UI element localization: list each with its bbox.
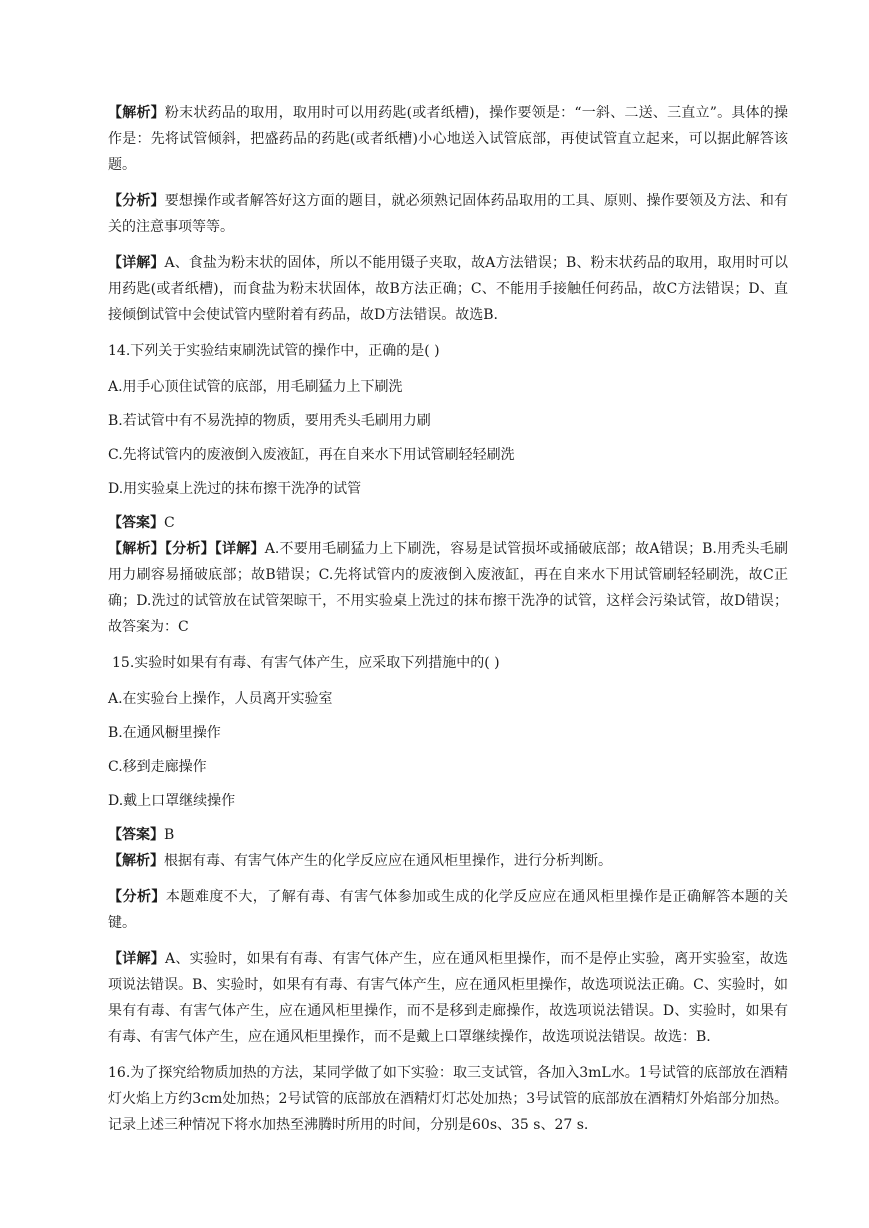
q14-answer [108, 510, 788, 536]
q14-analysis [108, 536, 788, 640]
section-tag: 【解析】 [108, 105, 165, 121]
paragraph-text: 粉末状药品的取用，取用时可以用药匙(或者纸槽)，操作要领是：“一斜、二送、三直立”。具体的操作是：先将试管倾斜，把盛药品的药匙(或者纸槽)小心地送入试管底部，再使试管直立起来，可以据此解答该题。 [108, 105, 788, 173]
q15-option-b: B.在通风橱里操作 [108, 725, 221, 741]
answer-value: C [164, 515, 175, 531]
question-16: 16.为了探究给物质加热的方法，某同学做了如下实验：取三支试管，各加入3mL水。1号试管的底部放在酒精灯火焰上方约3cm处加热；2号试管的底部放在酒精灯灯芯处加热；3号试管的底部放在酒精灯外焰部分加热。记录上述三种情况下将水加热至沸腾时所用的时间，分别是60s、35 s、27 s. [108, 1065, 788, 1133]
document-page [108, 100, 788, 1148]
q15-detail [108, 946, 788, 1050]
q15-analysis [108, 848, 788, 874]
q13-analysis [108, 100, 788, 178]
paragraph-text: A.不要用毛刷猛力上下刷洗，容易是试管损坏或捅破底部；故A错误；B.用秃头毛刷用力刷容易捅破底部；故B错误；C.先将试管内的废液倒入废液缸，再在自来水下用试管刷轻轻刷洗，故C正确；D.洗过的试管放在试管架晾干，不用实验桌上洗过的抹布擦干洗净的试管，这样会污染试管，故D错误；故答案为：C [108, 541, 788, 635]
paragraph-text: 要想操作或者解答好这方面的题目，就必须熟记固体药品取用的工具、原则、操作要领及方法、和有关的注意事项等等。 [108, 193, 789, 235]
section-tag: 【详解】 [108, 951, 166, 967]
section-tag: 【答案】 [108, 827, 164, 843]
q15-fenxi [108, 884, 788, 936]
q15-option-d: D.戴上口罩继续操作 [108, 793, 236, 809]
section-tag: 【分析】 [108, 889, 166, 905]
section-tag: 【详解】 [108, 255, 165, 271]
section-tag: 【解析】【分析】【详解】 [108, 541, 265, 557]
question-15: 15.实验时如果有有毒、有害气体产生，应采取下列措施中的( ) [112, 655, 500, 671]
q15-option-c: C.移到走廊操作 [108, 759, 207, 775]
q14-option-d: D.用实验桌上洗过的抹布擦干洗净的试管 [108, 481, 362, 497]
q14-option-c: C.先将试管内的废液倒入废液缸，再在自来水下用试管刷轻轻刷洗 [108, 447, 515, 463]
paragraph-text: 根据有毒、有害气体产生的化学反应应在通风柜里操作，进行分析判断。 [164, 853, 612, 869]
section-tag: 【答案】 [108, 515, 164, 531]
q14-option-a: A.用手心顶住试管的底部，用毛刷猛力上下刷洗 [108, 379, 403, 395]
q13-detail [108, 250, 788, 328]
section-tag: 【解析】 [108, 853, 164, 869]
section-tag: 【分析】 [108, 193, 165, 209]
paragraph-text: A、实验时，如果有有毒、有害气体产生，应在通风柜里操作，而不是停止实验，离开实验室，故选项说法错误。B、实验时，如果有有毒、有害气体产生，应在通风柜里操作，故选项说法正确。C、实验时，如果有有毒、有害气体产生，应在通风柜里操作，而不是移到走廊操作，故选项说法错误。D、实验时，如果有有毒、有害气体产生，应在通风柜里操作，而不是戴上口罩继续操作，故选项说法错误。故选：B. [108, 951, 789, 1045]
q14-option-b: B.若试管中有不易洗掉的物质，要用秃头毛刷用力刷 [108, 413, 431, 429]
q15-answer [108, 822, 788, 848]
answer-value: B [164, 827, 175, 843]
paragraph-text: A、食盐为粉末状的固体，所以不能用镊子夹取，故A方法错误；B、粉末状药品的取用，取用时可以用药匙(或者纸槽)，而食盐为粉末状固体，故B方法正确；C、不能用手接触任何药品，故C方法错误；D、直接倾倒试管中会使试管内壁附着有药品，故D方法错误。故选B. [108, 255, 788, 323]
q13-fenxi [108, 188, 788, 240]
paragraph-text: 本题难度不大，了解有毒、有害气体参加或生成的化学反应应在通风柜里操作是正确解答本题的关键。 [108, 889, 789, 931]
q15-option-a: A.在实验台上操作，人员离开实验室 [108, 691, 333, 707]
question-14: 14.下列关于实验结束刷洗试管的操作中，正确的是( ) [108, 343, 440, 359]
